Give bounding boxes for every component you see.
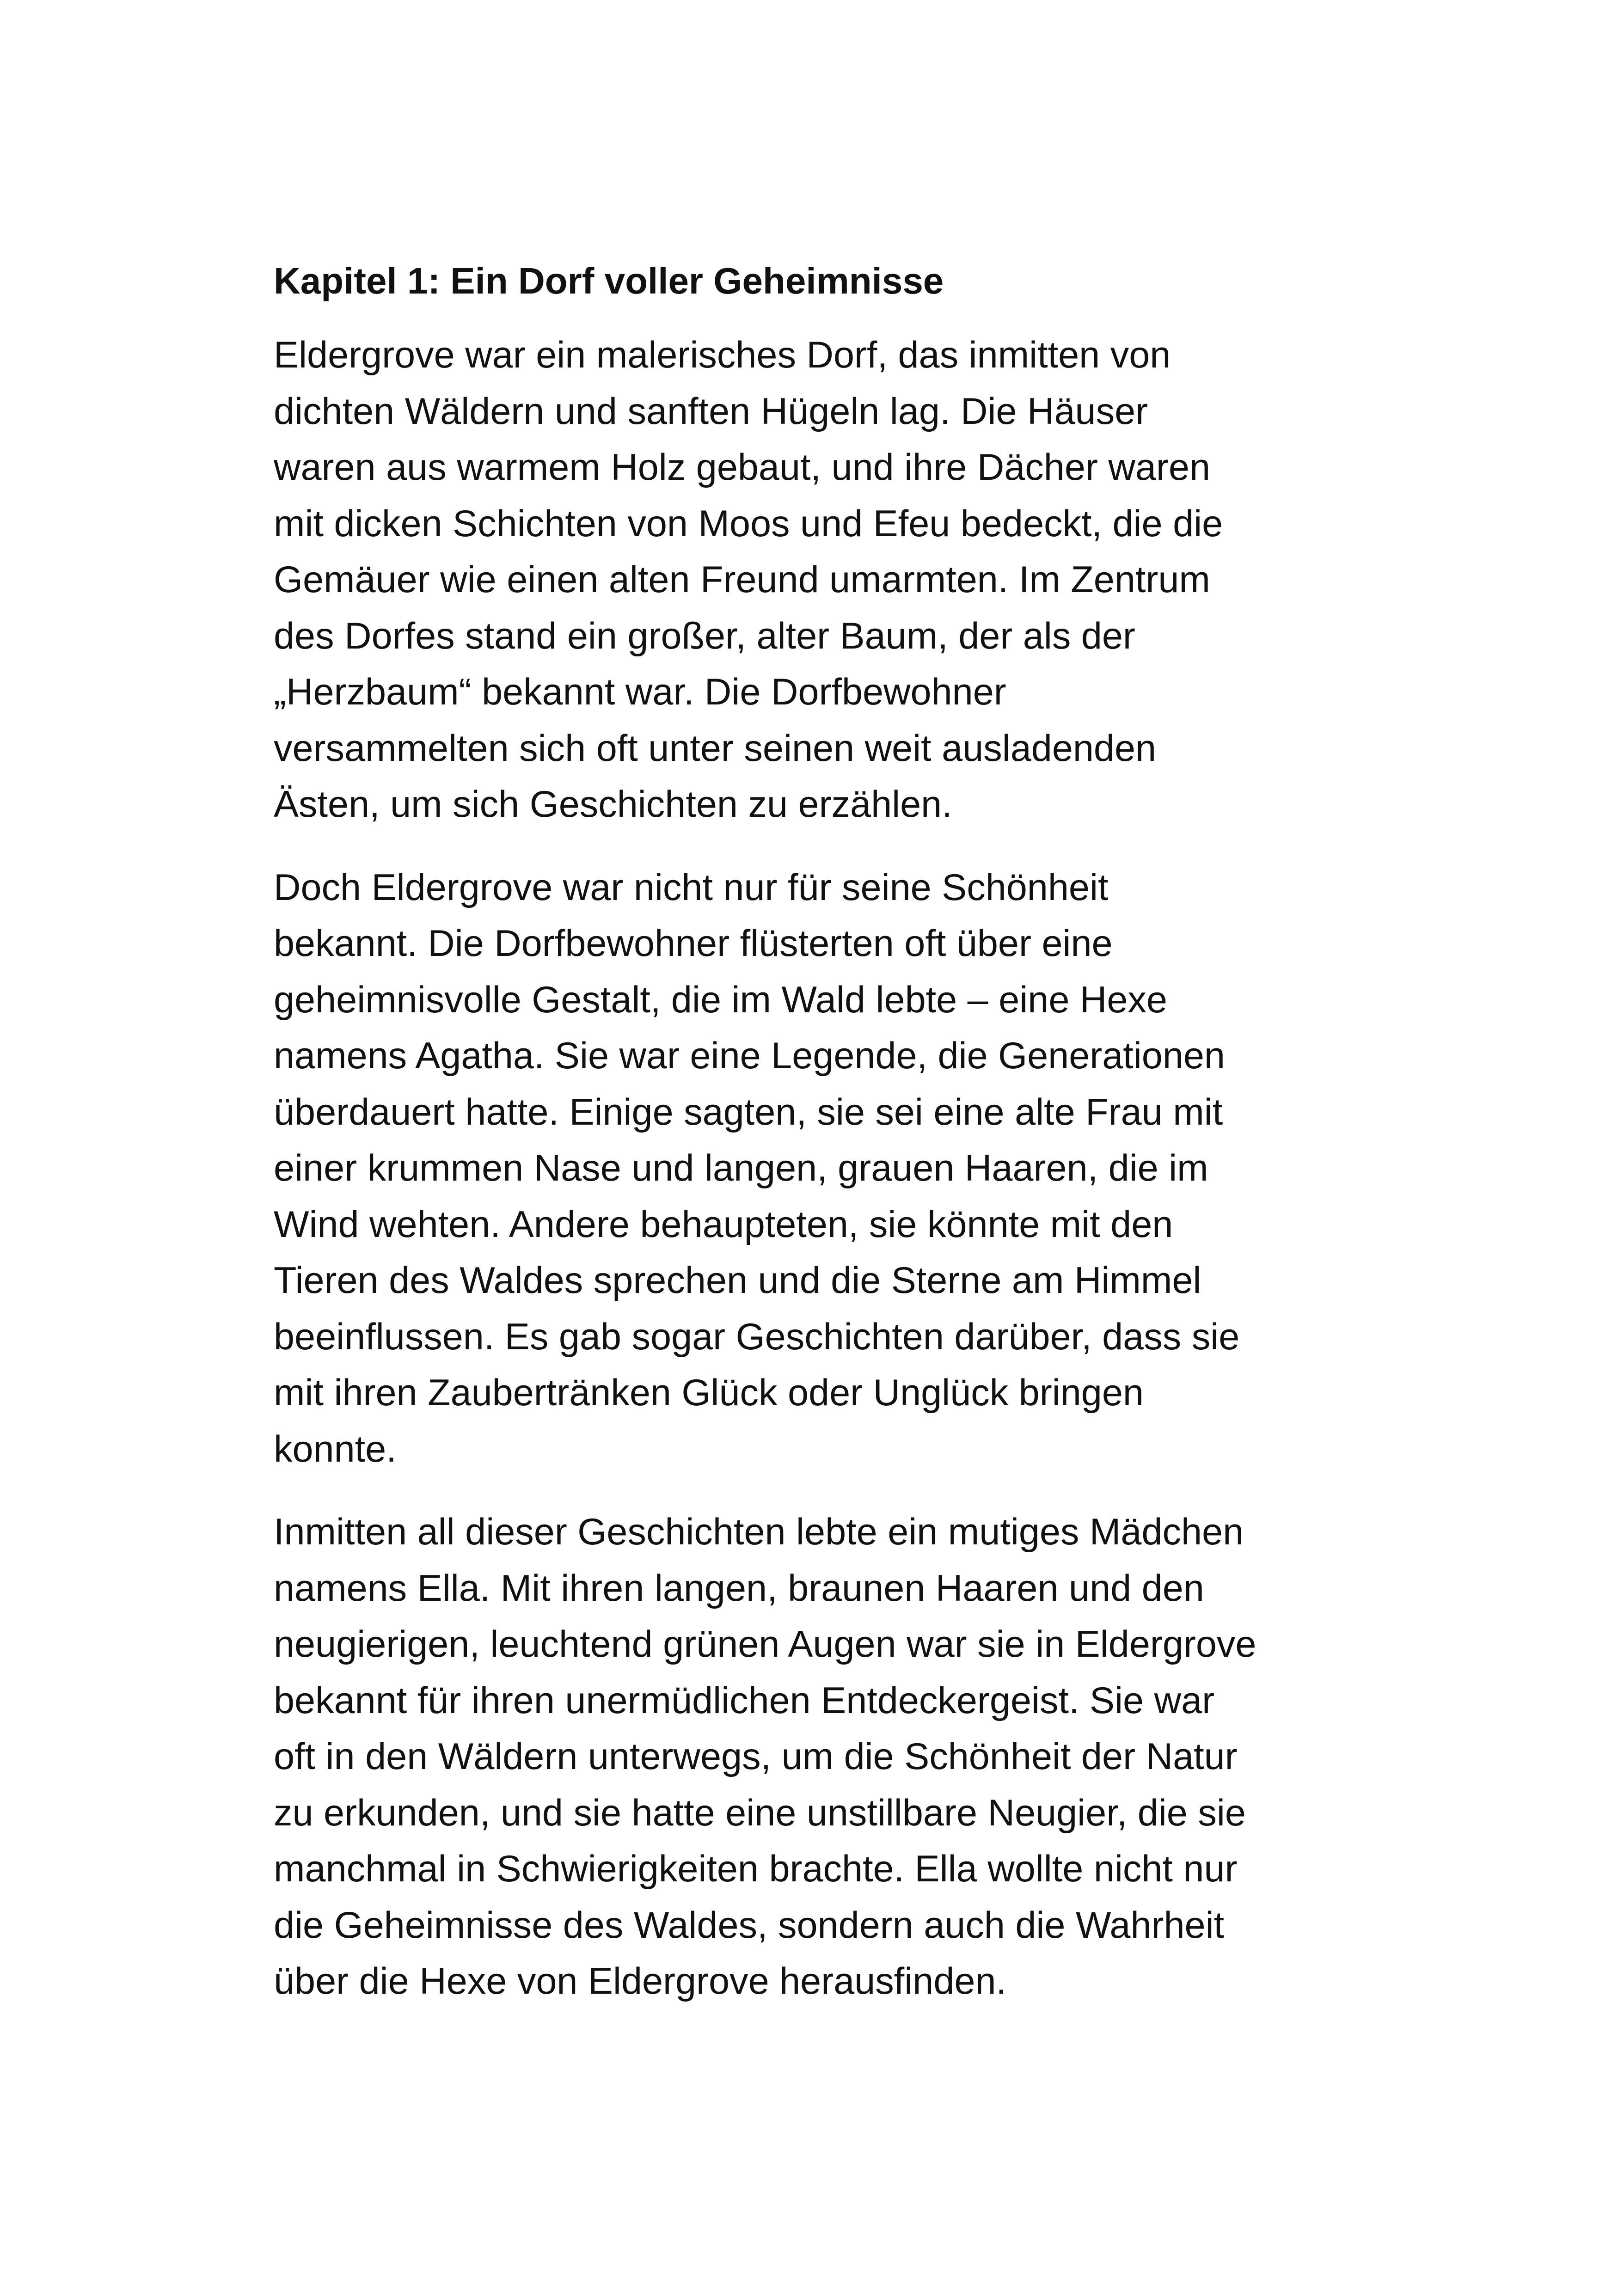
document-body [274, 259, 1374, 2037]
paragraph-line: manchmal in Schwierigkeiten brachte. Ella wollte nicht nur [274, 1848, 1238, 1890]
paragraph-line: über die Hexe von Eldergrove herausfinden. [274, 1960, 1006, 2002]
paragraph-line: Doch Eldergrove war nicht nur für seine Schönheit [274, 866, 1109, 908]
paragraph-line: beeinflussen. Es gab sogar Geschichten darüber, dass sie [274, 1316, 1240, 1358]
paragraph-line: namens Agatha. Sie war eine Legende, die Generationen [274, 1035, 1225, 1077]
paragraph-line: namens Ella. Mit ihren langen, braunen Haaren und den [274, 1567, 1204, 1609]
paragraph-line: des Dorfes stand ein großer, alter Baum, der als der [274, 615, 1135, 657]
paragraph-line: waren aus warmem Holz gebaut, und ihre Dächer waren [274, 447, 1210, 488]
paragraph-line: zu erkunden, und sie hatte eine unstillbare Neugier, die sie [274, 1792, 1246, 1834]
paragraph-line: Inmitten all dieser Geschichten lebte ein mutiges Mädchen [274, 1511, 1244, 1553]
chapter-title: Kapitel 1: Ein Dorf voller Geheimnisse [274, 260, 944, 301]
paragraph [274, 860, 1374, 1478]
paragraph-line: „Herzbaum“ bekannt war. Die Dorfbewohner [274, 671, 1006, 713]
paragraph-line: mit ihren Zaubertränken Glück oder Unglück bringen [274, 1372, 1144, 1414]
paragraph-line: versammelten sich oft unter seinen weit ausladenden [274, 727, 1157, 769]
paragraph-line: dichten Wäldern und sanften Hügeln lag. Die Häuser [274, 390, 1148, 432]
paragraph-line: oft in den Wäldern unterwegs, um die Schönheit der Natur [274, 1736, 1238, 1777]
paragraph-line: einer krummen Nase und langen, grauen Haaren, die im [274, 1147, 1208, 1189]
paragraph-line: konnte. [274, 1428, 397, 1470]
paragraph-line: geheimnisvolle Gestalt, die im Wald lebte – eine Hexe [274, 979, 1167, 1021]
paragraph-line: Gemäuer wie einen alten Freund umarmten. Im Zentrum [274, 559, 1210, 600]
paragraph-line: neugierigen, leuchtend grünen Augen war sie in Eldergrove [274, 1623, 1256, 1665]
paragraph-line: Ästen, um sich Geschichten zu erzählen. [274, 784, 952, 825]
paragraph-line: die Geheimnisse des Waldes, sondern auch die Wahrheit [274, 1904, 1225, 1946]
paragraph [274, 1504, 1374, 2010]
paragraph-line: bekannt. Die Dorfbewohner flüsterten oft über eine [274, 923, 1113, 964]
paragraph-list [274, 327, 1374, 2010]
paragraph-line: überdauert hatte. Einige sagten, sie sei eine alte Frau mit [274, 1091, 1223, 1133]
paragraph-line: bekannt für ihren unermüdlichen Entdeckergeist. Sie war [274, 1679, 1215, 1721]
paragraph-line: Tieren des Waldes sprechen und die Sterne am Himmel [274, 1260, 1201, 1301]
paragraph-line: Eldergrove war ein malerisches Dorf, das inmitten von [274, 334, 1171, 376]
paragraph [274, 327, 1374, 833]
paragraph-line: mit dicken Schichten von Moos und Efeu bedeckt, die die [274, 502, 1223, 545]
paragraph-line: Wind wehten. Andere behaupteten, sie könnte mit den [274, 1203, 1173, 1245]
